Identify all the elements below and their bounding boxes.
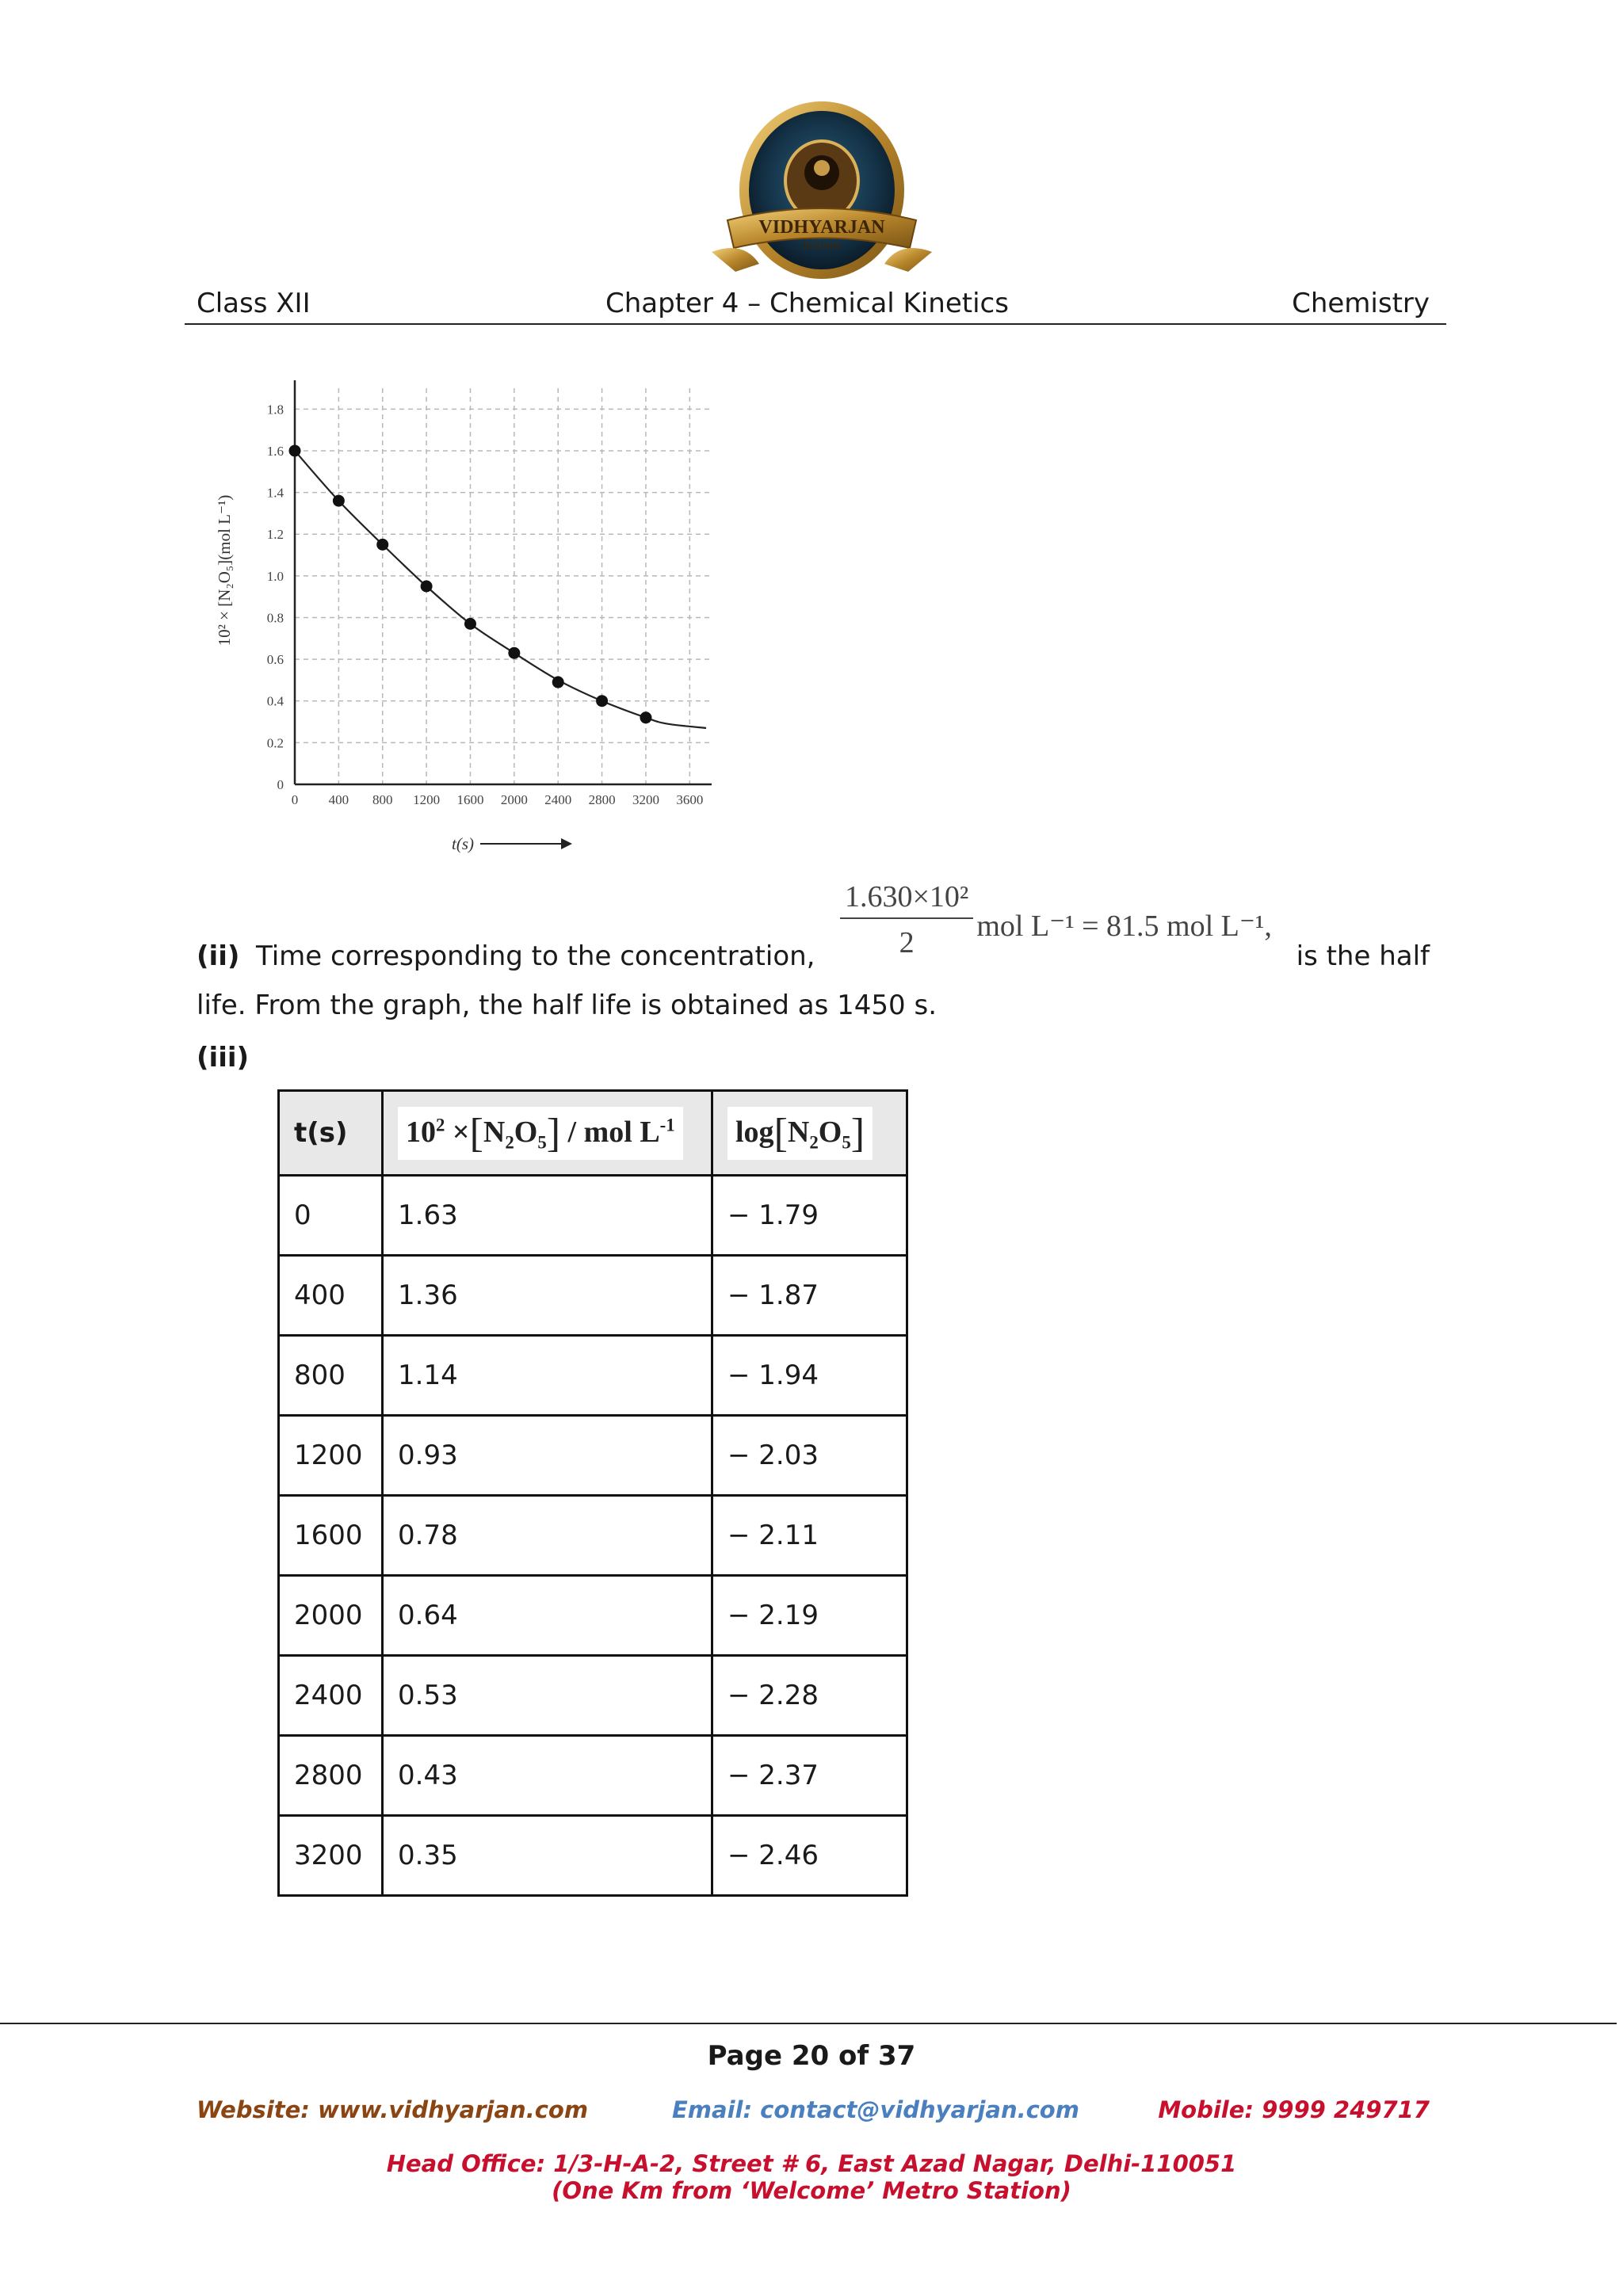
x-tick-label: 2000 [500, 792, 528, 807]
header-chapter: Chapter 4 – Chemical Kinetics [605, 288, 1009, 319]
table-row [279, 1416, 907, 1496]
logo-subtext: Institute [802, 239, 842, 252]
x-tick-label: 3200 [632, 792, 659, 807]
cell-time: 2400 [279, 1656, 383, 1736]
cell-log: − 2.46 [712, 1816, 907, 1896]
part-ii-text: Time corresponding to the concentration, [256, 940, 815, 972]
cell-log: − 2.37 [712, 1736, 907, 1816]
chart-y-ticks [267, 402, 285, 792]
data-point [421, 581, 433, 593]
y-tick-label: 0.6 [266, 652, 284, 668]
cell-time: 2800 [279, 1736, 383, 1816]
data-point [552, 677, 564, 688]
footer-office-address: Head Office: 1/3-H-A-2, Street # 6, East Azad Nagar, Delhi-110051 [386, 2150, 1237, 2177]
chart-x-axis-label: t(s) [452, 834, 474, 853]
formula-result: mol L⁻¹ = 81.5 mol L⁻¹, [976, 909, 1272, 943]
chart-grid [295, 388, 712, 784]
y-tick-label: 1.8 [266, 402, 284, 418]
x-tick-label: 0 [291, 792, 299, 807]
cell-log: − 2.03 [712, 1416, 907, 1496]
cell-time: 0 [279, 1176, 383, 1256]
table-body [279, 1176, 907, 1896]
table-row [279, 1656, 907, 1736]
header-time [279, 1091, 383, 1176]
cell-time: 2000 [279, 1576, 383, 1656]
formula-denominator: 2 [899, 926, 915, 959]
x-tick-label: 1200 [413, 792, 441, 807]
header-log [712, 1091, 907, 1176]
x-tick-label: 1600 [456, 792, 484, 807]
table-header-row [279, 1091, 907, 1176]
formula-numerator: 1.630×10² [840, 879, 973, 919]
cell-concentration: 0.78 [383, 1496, 712, 1576]
cell-concentration: 1.14 [383, 1336, 712, 1416]
footer-office-landmark: (One Km from ‘Welcome’ Metro Station) [552, 2177, 1071, 2204]
cell-log: − 2.11 [712, 1496, 907, 1576]
data-point [640, 711, 651, 723]
cell-log: − 2.28 [712, 1656, 907, 1736]
footer-rule [0, 2023, 1617, 2024]
data-point [464, 618, 476, 630]
y-tick-label: 1.6 [266, 443, 284, 459]
cell-log: − 2.19 [712, 1576, 907, 1656]
table-row [279, 1576, 907, 1656]
y-tick-label: 1.4 [266, 485, 284, 501]
chart-axes [295, 380, 712, 784]
y-tick-label: 0.4 [266, 693, 284, 709]
y-tick-label: 0 [277, 777, 284, 792]
data-point [508, 647, 520, 659]
header-concentration [383, 1091, 712, 1176]
table-row [279, 1496, 907, 1576]
x-tick-label: 800 [372, 792, 393, 807]
cell-concentration: 1.63 [383, 1176, 712, 1256]
y-tick-label: 0.2 [266, 735, 284, 751]
x-tick-label: 2800 [588, 792, 616, 807]
header-class: Class XII [197, 288, 311, 319]
concentration-time-chart [198, 364, 729, 871]
data-point [596, 695, 608, 707]
header-rule [185, 323, 1446, 325]
header-subject: Chemistry [1292, 288, 1430, 319]
y-tick-label: 0.8 [266, 610, 284, 626]
header-concentration-label: $10^2 \times[N_2O_5]$ / mol $L^{-1}$ [398, 1107, 683, 1160]
header-log-label: $\log[N_2O_5]$ [727, 1107, 873, 1160]
half-concentration-formula [840, 879, 1272, 960]
cell-log: − 1.87 [712, 1256, 907, 1336]
footer-website[interactable]: Website: www.vidhyarjan.com [197, 2096, 589, 2123]
cell-concentration: 0.53 [383, 1656, 712, 1736]
cell-time: 400 [279, 1256, 383, 1336]
part-iii-marker: (iii) [197, 1042, 250, 1074]
page-number: Page 20 of 37 [707, 2040, 916, 2072]
x-tick-label: 400 [328, 792, 349, 807]
footer-mobile: Mobile: 9999 249717 [1158, 2096, 1430, 2123]
cell-concentration: 0.93 [383, 1416, 712, 1496]
logo-text: VIDHYARJAN [758, 217, 885, 238]
cell-log: − 1.94 [712, 1336, 907, 1416]
y-tick-label: 1.0 [266, 568, 284, 584]
chart-x-ticks [292, 792, 704, 807]
header-time-label: t(s) [294, 1117, 348, 1149]
cell-concentration: 1.36 [383, 1256, 712, 1336]
table-row [279, 1256, 907, 1336]
x-axis-arrow-icon [480, 838, 572, 849]
cell-concentration: 0.64 [383, 1576, 712, 1656]
cell-time: 1200 [279, 1416, 383, 1496]
part-ii-line2: life. From the graph, the half life is obtained as 1450 s. [197, 990, 938, 1021]
data-table [277, 1089, 908, 1897]
table-row [279, 1736, 907, 1816]
data-point [289, 444, 301, 456]
cell-concentration: 0.35 [383, 1816, 712, 1896]
chart-y-axis-label: 10² × [N₂O₅](mol L⁻¹) [215, 494, 234, 646]
cell-time: 3200 [279, 1816, 383, 1896]
institute-logo [712, 101, 932, 285]
cell-time: 1600 [279, 1496, 383, 1576]
cell-concentration: 0.43 [383, 1736, 712, 1816]
cell-log: − 1.79 [712, 1176, 907, 1256]
part-ii-marker: (ii) [197, 940, 240, 972]
y-tick-label: 1.2 [266, 527, 284, 543]
data-point [376, 539, 388, 551]
cell-time: 800 [279, 1336, 383, 1416]
table-row [279, 1176, 907, 1256]
x-tick-label: 2400 [544, 792, 572, 807]
table-row [279, 1816, 907, 1896]
x-tick-label: 3600 [676, 792, 704, 807]
table-row [279, 1336, 907, 1416]
part-ii-text-end: is the half [1296, 940, 1430, 972]
data-point [333, 495, 345, 507]
footer-email[interactable]: Email: contact@vidhyarjan.com [672, 2096, 1079, 2123]
